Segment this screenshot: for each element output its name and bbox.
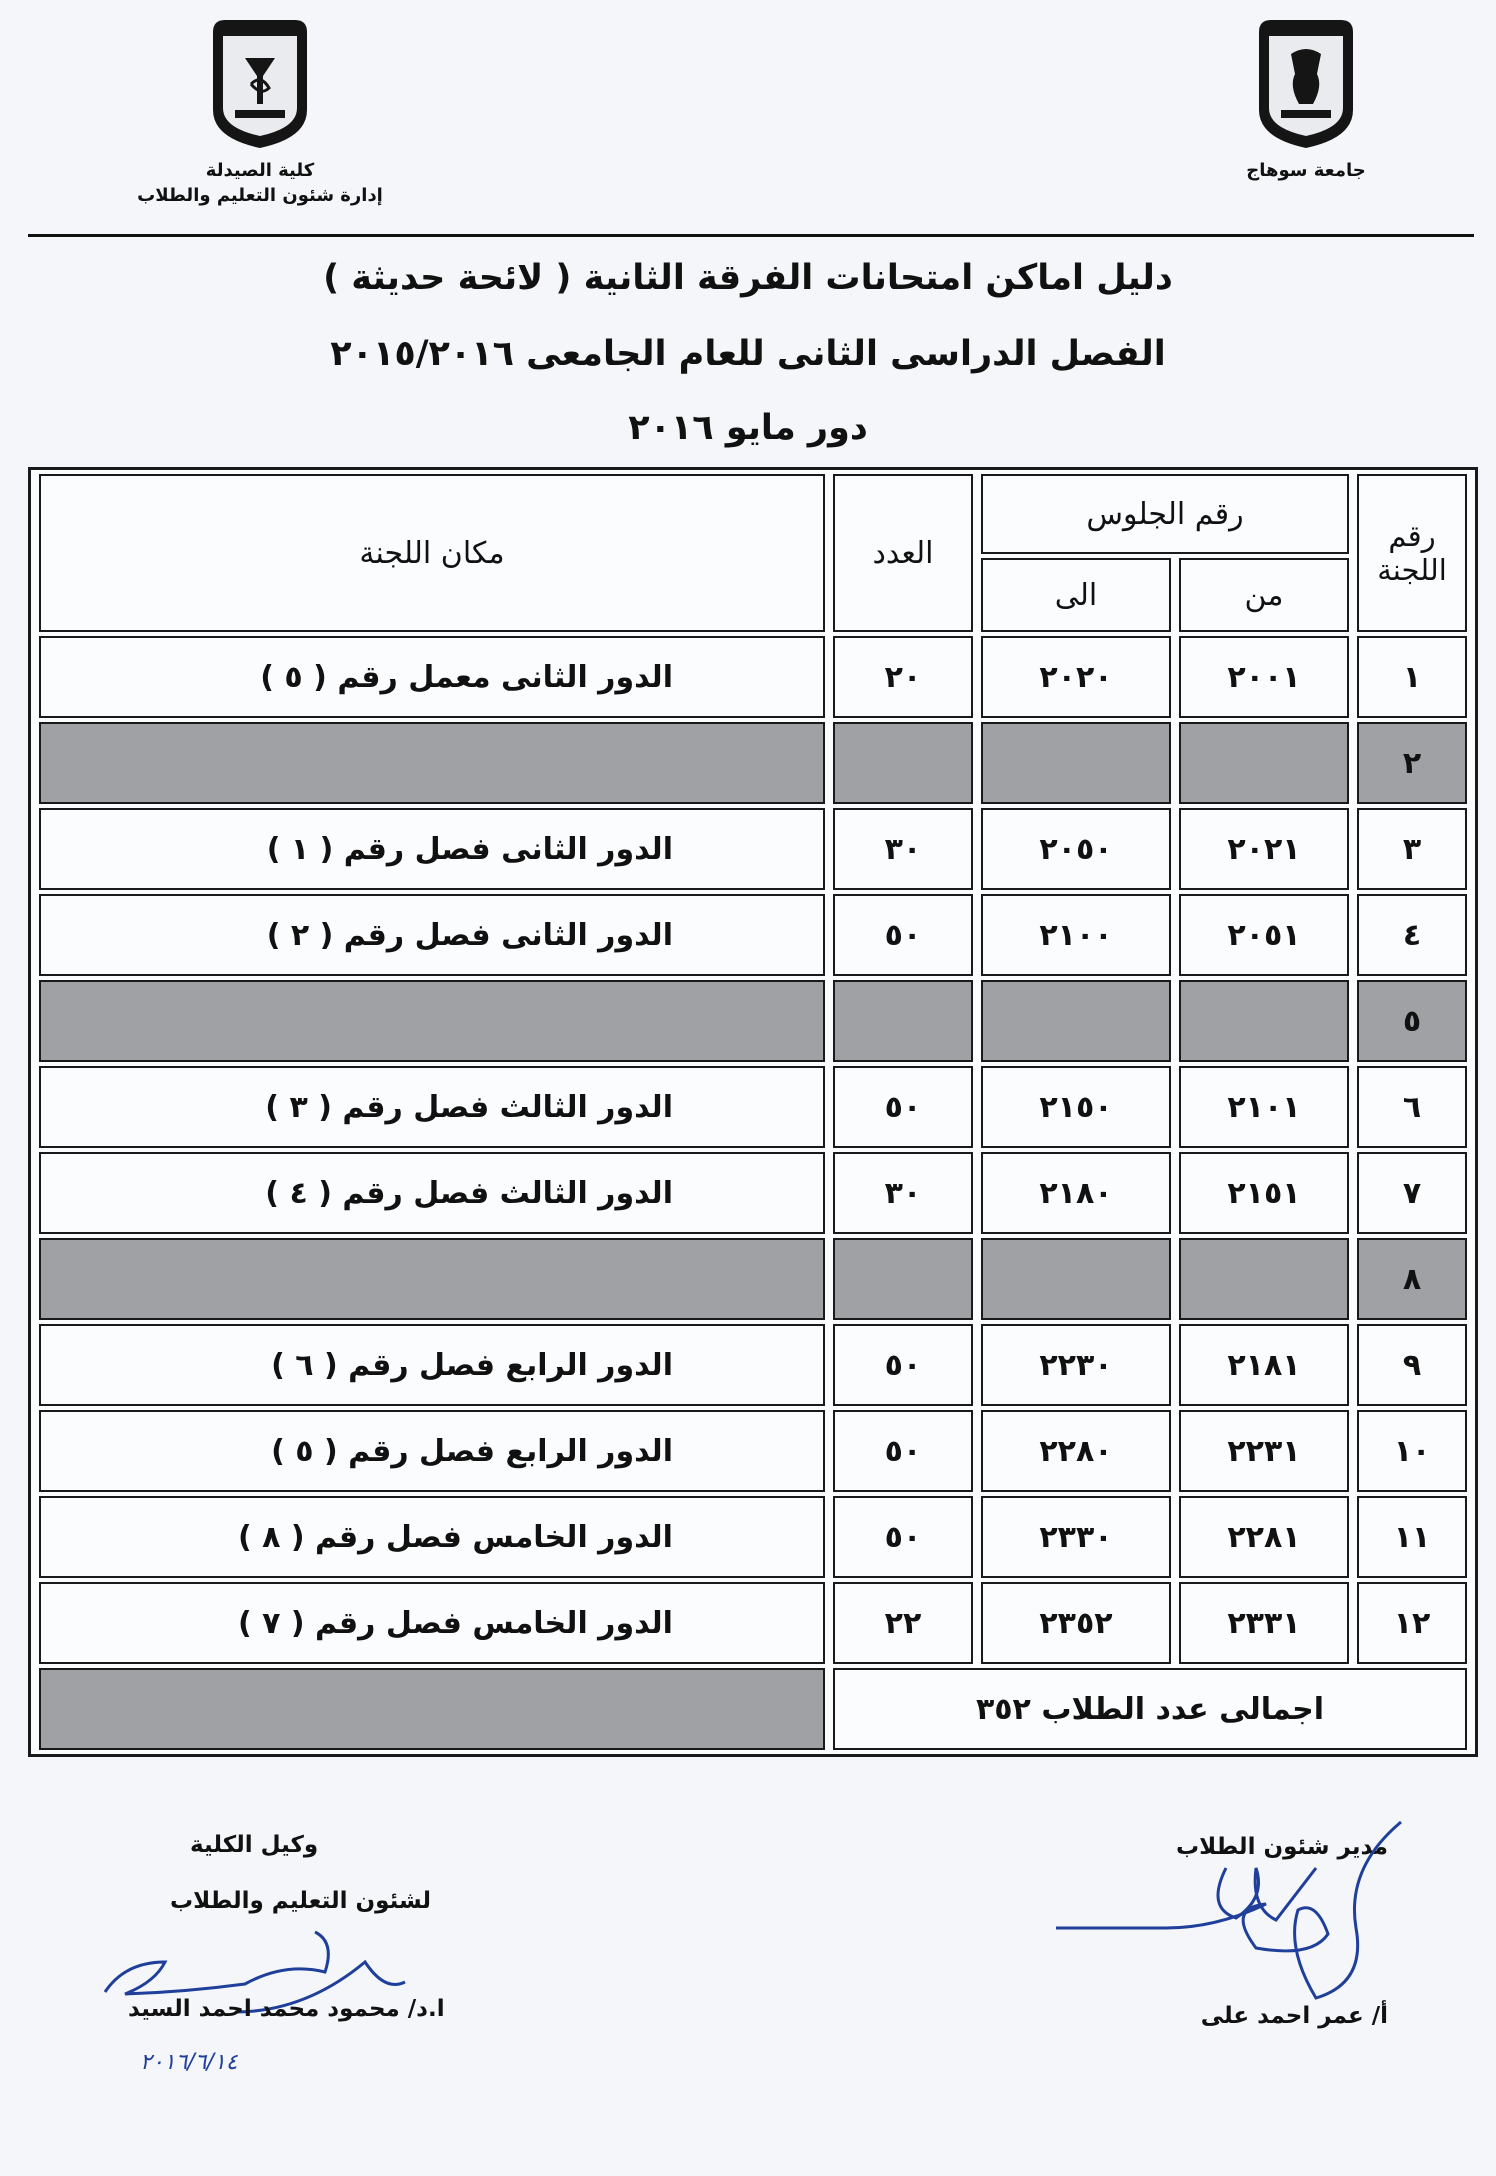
cell-seat-to: ٢٠٢٠ <box>981 636 1171 718</box>
table-row <box>39 980 1467 1062</box>
table-row <box>39 808 1467 890</box>
cell-committee-no: ٧ <box>1357 1152 1467 1234</box>
cell-seat-from: ٢٠٢١ <box>1179 808 1349 890</box>
cell-count: ٣٠ <box>833 808 973 890</box>
cell-place: الدور الرابع فصل رقم ( ٥ ) <box>39 1410 825 1492</box>
table-row <box>39 894 1467 976</box>
cell-seat-to: ٢٢٨٠ <box>981 1410 1171 1492</box>
cell-place <box>39 980 825 1062</box>
header-place: مكان اللجنة <box>39 474 825 632</box>
cell-count: ٥٠ <box>833 894 973 976</box>
cell-seat-from: ٢١٨١ <box>1179 1324 1349 1406</box>
left-signature-title-2: لشئون التعليم والطلاب <box>170 1888 431 1914</box>
table-row <box>39 1496 1467 1578</box>
cell-seat-to: ٢١٨٠ <box>981 1152 1171 1234</box>
cell-count: ٥٠ <box>833 1496 973 1578</box>
cell-committee-no: ١ <box>1357 636 1467 718</box>
cell-committee-no: ٥ <box>1357 980 1467 1062</box>
university-name: جامعة سوهاج <box>1246 160 1366 181</box>
cell-seat-from <box>1179 1238 1349 1320</box>
cell-count: ٥٠ <box>833 1324 973 1406</box>
exam-locations-table <box>28 467 1478 1757</box>
header-seat-number: رقم الجلوس <box>981 474 1349 554</box>
cell-place: الدور الخامس فصل رقم ( ٨ ) <box>39 1496 825 1578</box>
cell-place: الدور الثانى فصل رقم ( ١ ) <box>39 808 825 890</box>
cell-seat-from <box>1179 980 1349 1062</box>
cell-committee-no: ٦ <box>1357 1066 1467 1148</box>
cell-seat-from: ٢٠٠١ <box>1179 636 1349 718</box>
cell-place: الدور الثانى معمل رقم ( ٥ ) <box>39 636 825 718</box>
semester-title: الفصل الدراسى الثانى للعام الجامعى ٢٠١٥/٢٠١٦ <box>330 334 1166 374</box>
document-title: دليل اماكن امتحانات الفرقة الثانية ( لائحة حديثة ) <box>323 258 1173 298</box>
cell-count: ٥٠ <box>833 1410 973 1492</box>
university-crest <box>1251 14 1361 150</box>
cell-committee-no: ٤ <box>1357 894 1467 976</box>
cell-count <box>833 1238 973 1320</box>
header-from: من <box>1179 558 1349 632</box>
cell-place: الدور الثالث فصل رقم ( ٣ ) <box>39 1066 825 1148</box>
header-committee-no: رقم اللجنة <box>1357 474 1467 632</box>
cell-seat-to: ٢١٥٠ <box>981 1066 1171 1148</box>
right-signature-title: مدير شئون الطلاب <box>1175 1834 1388 1860</box>
right-signatory-name: أ/ عمر احمد على <box>1200 2003 1388 2029</box>
table-row <box>39 1066 1467 1148</box>
right-signature <box>1016 1808 1436 2008</box>
cell-seat-from: ٢٣٣١ <box>1179 1582 1349 1664</box>
cell-place: الدور الثالث فصل رقم ( ٤ ) <box>39 1152 825 1234</box>
cell-seat-to: ٢٣٣٠ <box>981 1496 1171 1578</box>
left-signature-date: ٢٠١٦/٦/١٤ <box>140 2050 238 2075</box>
total-blank-cell <box>39 1668 825 1750</box>
left-signatory-name: ا.د/ محمود محمد احمد السيد <box>128 1996 445 2022</box>
total-students: اجمالى عدد الطلاب ٣٥٢ <box>833 1668 1467 1750</box>
left-signature-title-1: وكيل الكلية <box>190 1832 319 1858</box>
cell-seat-from: ٢٢٨١ <box>1179 1496 1349 1578</box>
cell-place <box>39 1238 825 1320</box>
cell-count: ٢٢ <box>833 1582 973 1664</box>
faculty-header <box>120 14 400 207</box>
table-row <box>39 1238 1467 1320</box>
header-divider <box>28 234 1474 237</box>
cell-seat-from: ٢١٠١ <box>1179 1066 1349 1148</box>
department-name: إدارة شئون التعليم والطلاب <box>137 184 383 206</box>
cell-seat-to <box>981 980 1171 1062</box>
table-row <box>39 636 1467 718</box>
cell-committee-no: ٢ <box>1357 722 1467 804</box>
table-row <box>39 1152 1467 1234</box>
cell-count: ٣٠ <box>833 1152 973 1234</box>
cell-count <box>833 722 973 804</box>
cell-seat-from: ٢١٥١ <box>1179 1152 1349 1234</box>
faculty-name: كلية الصيدلة <box>205 160 315 181</box>
cell-seat-from <box>1179 722 1349 804</box>
cell-seat-from: ٢٢٣١ <box>1179 1410 1349 1492</box>
cell-committee-no: ١٢ <box>1357 1582 1467 1664</box>
faculty-crest <box>205 14 315 150</box>
cell-seat-from: ٢٠٥١ <box>1179 894 1349 976</box>
cell-place <box>39 722 825 804</box>
cell-committee-no: ٣ <box>1357 808 1467 890</box>
table-row <box>39 1582 1467 1664</box>
cell-count <box>833 980 973 1062</box>
cell-seat-to <box>981 1238 1171 1320</box>
cell-place: الدور الثانى فصل رقم ( ٢ ) <box>39 894 825 976</box>
cell-committee-no: ٨ <box>1357 1238 1467 1320</box>
cell-seat-to: ٢٢٣٠ <box>981 1324 1171 1406</box>
session-title: دور مايو ٢٠١٦ <box>628 408 868 448</box>
cell-place: الدور الخامس فصل رقم ( ٧ ) <box>39 1582 825 1664</box>
cell-committee-no: ١١ <box>1357 1496 1467 1578</box>
cell-seat-to <box>981 722 1171 804</box>
table-row <box>39 1324 1467 1406</box>
cell-committee-no: ١٠ <box>1357 1410 1467 1492</box>
cell-seat-to: ٢٣٥٢ <box>981 1582 1171 1664</box>
table-row <box>39 1410 1467 1492</box>
cell-seat-to: ٢٠٥٠ <box>981 808 1171 890</box>
header-count: العدد <box>833 474 973 632</box>
cell-count: ٥٠ <box>833 1066 973 1148</box>
table-row <box>39 722 1467 804</box>
cell-place: الدور الرابع فصل رقم ( ٦ ) <box>39 1324 825 1406</box>
cell-count: ٢٠ <box>833 636 973 718</box>
header-to: الى <box>981 558 1171 632</box>
cell-committee-no: ٩ <box>1357 1324 1467 1406</box>
university-header <box>1206 14 1406 183</box>
cell-seat-to: ٢١٠٠ <box>981 894 1171 976</box>
